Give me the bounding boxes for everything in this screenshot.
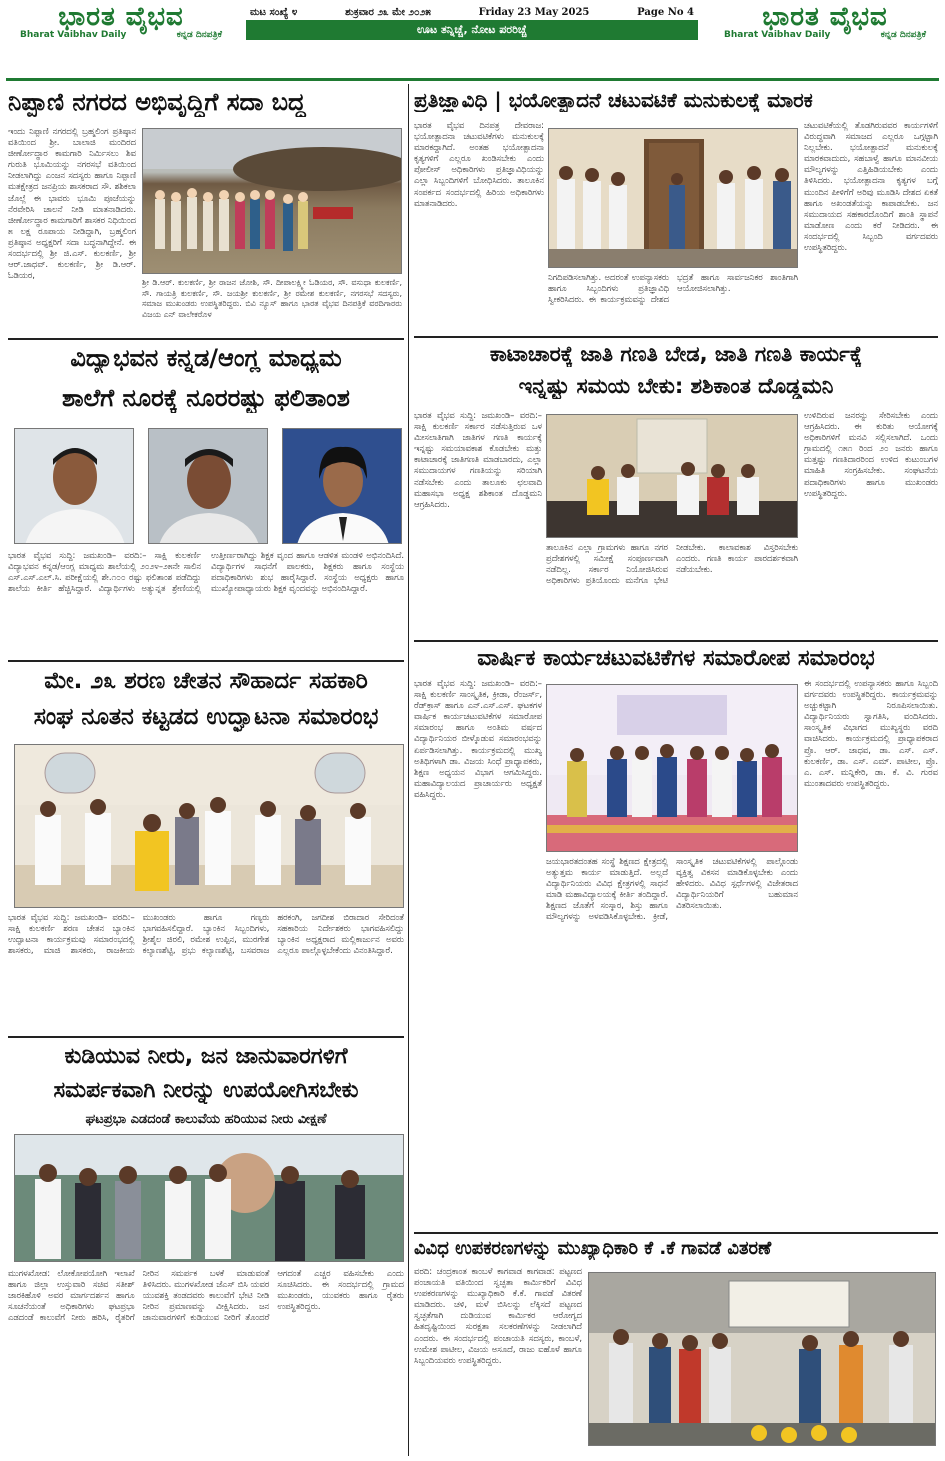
article-a7-body-mid: ಜಯಭಾರತದಂತಹ ಸಂಸ್ಥೆ ಶಿಕ್ಷಣದ ಕ್ಷೇತ್ರದಲ್ಲಿ ಅತ್ಯುತ್ತಮ ಕಾರ್ಯ ಮಾಡುತ್ತಿದೆ. ಅಲ್ಲದೆ ವಿದ್ಯಾರ್ಥಿನಿಯರು ವಿವಿಧ ಕ್ಷೇತ್ರಗಳಲ್ಲಿ ಸಾಧನೆ ಮಾಡಿ ಮಹಾವಿದ್ಯಾಲಯಕ್ಕೆ ಕೀರ್ತಿ ತಂದಿದ್ದಾರೆ. ಶಿಕ್ಷಣದ ಜೊತೆಗೆ ಸಂಸ್ಕಾರ, ಶಿಸ್ತು ಹಾಗೂ ಮೌಲ್ಯಗಳನ್ನು ಅಳವಡಿಸಿಕೊಳ್ಳಬೇಕು. ಕ್ರೀಡೆ, ಸಾಂಸ್ಕೃತಿಕ ಚಟುವಟಿಕೆಗಳಲ್ಲಿ ಪಾಲ್ಗೊಂಡು ವ್ಯಕ್ತಿತ್ವ ವಿಕಸನ ಮಾಡಿಕೊಳ್ಳಬೇಕು ಎಂದು ಹೇಳಿದರು. ವಿವಿಧ ಸ್ಪರ್ಧೆಗಳಲ್ಲಿ ವಿಜೇತರಾದ ವಿದ್ಯಾರ್ಥಿನಿಯರಿಗೆ ಬಹುಮಾನ ವಿತರಿಸಲಾಯಿತು. — [546, 856, 798, 922]
masthead-right — [710, 4, 940, 48]
headline-a2: ಪ್ರತಿಜ್ಞಾವಿಧಿ | ಭಯೋತ್ಪಾದನೆ ಚಟುವಟಿಕೆ ಮನುಕುಲಕ್ಕೆ ಮಾರಕ — [414, 88, 813, 112]
photo-valedictory-graphic — [547, 685, 798, 852]
photo-canal-inspection — [14, 1134, 404, 1262]
section-divider — [8, 1036, 404, 1038]
masthead-subtitle-en: Bharat Vaibhav Daily — [20, 30, 127, 40]
article-a4-body-mid: ತಾಲೂಕಿನ ಎಲ್ಲಾ ಗ್ರಾಮಗಳು ಹಾಗೂ ನಗರ ಪ್ರದೇಶಗಳಲ್ಲಿ ಸಮೀಕ್ಷೆ ಸಂಪೂರ್ಣವಾಗಿ ನಡೆದಿಲ್ಲ. ಸರ್ಕಾರ ನಿಯೋಜಿಸಿರುವ ಅಧಿಕಾರಿಗಳು ಪ್ರತಿಯೊಂದು ಮನೆಗೂ ಭೇಟಿ ನೀಡಬೇಕು. ಕಾಲಾವಕಾಶ ವಿಸ್ತರಿಸಬೇಕು ಎಂದರು. ಗಣತಿ ಕಾರ್ಯ ಪಾರದರ್ಶಕವಾಗಿ ನಡೆಯಬೇಕು. — [546, 542, 798, 586]
issue-number: ಮಟ ಸಂಖ್ಯೆ ೪ — [250, 6, 298, 18]
portrait-graphic — [149, 429, 268, 544]
masthead-title: ಭಾರತ ವೈಭವ — [762, 2, 888, 32]
photo-equipment-distribution — [588, 1272, 936, 1446]
photo-equipment-graphic — [589, 1273, 936, 1446]
column-divider — [408, 84, 409, 1456]
masthead-subtitle-kn: ಕನ್ನಡ ದಿನಪತ್ರಿಕೆ — [880, 30, 926, 40]
tagline: ಊಟ ತನ್ನಿಚ್ಚೆ, ನೋಟ ಪರರಿಚ್ಚೆ — [246, 20, 698, 40]
photo-valedictory — [546, 684, 798, 852]
photo-groundbreaking — [142, 128, 402, 274]
headline-a6-line2: ಸಮರ್ಪಕವಾಗಿ ನೀರನ್ನು ಉಪಯೋಗಿಸಬೇಕು — [53, 1078, 359, 1103]
headline-a1: ನಿಪ್ಪಾಣಿ ನಗರದ ಅಭಿವೃದ್ಧಿಗೆ ಸದಾ ಬದ್ಧ — [8, 88, 306, 116]
masthead-left — [6, 4, 236, 48]
article-a7-body-right: ಈ ಸಂದರ್ಭದಲ್ಲಿ ಉಪನ್ಯಾಸಕರು ಹಾಗೂ ಸಿಬ್ಬಂದಿ ವರ್ಗದವರು ಉಪಸ್ಥಿತರಿದ್ದರು. ಕಾರ್ಯಕ್ರಮವನ್ನು ಅಚ್ಚುಕಟ್ಟಾಗಿ ನಿರೂಪಿಸಲಾಯಿತು. ವಿದ್ಯಾರ್ಥಿನಿಯರು ಸ್ವಾಗತಿಸಿ, ವಂದಿಸಿದರು. ಸಾಂಸ್ಕೃತಿಕ ವಿಭಾಗದ ಮುಖ್ಯಸ್ಥರು ವರದಿ ವಾಚಿಸಿದರು. ಕಾರ್ಯಕ್ರಮದಲ್ಲಿ ಪ್ರಾಧ್ಯಾಪಕರಾದ ಪ್ರೊ. ಆರ್. ಜಾಧವ, ಡಾ. ಎಸ್. ಎಸ್. ಕುಲಕರ್ಣಿ, ಡಾ. ಎಸ್. ಎಮ್. ಪಾಟೀಲ, ಪ್ರೊ. ಎ. ಎಸ್. ಮನ್ನಿಕೇರಿ, ಡಾ. ಕೆ. ವಿ. ಗುರವ ಮುಂತಾದವರು ಉಪಸ್ಥಿತರಿದ್ದರು. — [804, 678, 938, 788]
headline-a5-line2: ಸಂಘ ನೂತನ ಕಟ್ಟಡದ ಉದ್ಘಾಟನಾ ಸಮಾರಂಭ — [33, 704, 379, 730]
photo-groundbreaking-graphic — [143, 129, 402, 274]
headline-a7: ವಾರ್ಷಿಕ ಕಾರ್ಯಚಟುವಟಿಕೆಗಳ ಸಮಾರೋಪ ಸಮಾರಂಭ — [477, 646, 875, 671]
masthead-subtitle-kn: ಕನ್ನಡ ದಿನಪತ್ರಿಕೆ — [176, 30, 222, 40]
subhead-a6: ಘಟಪ್ರಭಾ ಎಡದಂಡೆ ಕಾಲುವೆಯ ಹರಿಯುವ ನೀರು ವೀಕ್ಷಣೆ — [85, 1112, 327, 1127]
photo-press-meet — [546, 414, 798, 538]
photo-canal-inspection-graphic — [15, 1135, 404, 1262]
photo-bank-meeting-graphic — [15, 745, 404, 908]
article-a3-body: ಭಾರತ ವೈಭವ ಸುದ್ದಿ: ಜಮಖಂಡಿ– ವರದಿ:– ಸಾಕ್ಷಿ ಕುಲಕರ್ಣಿ ವಿದ್ಯಾಭವನ ಕನ್ನಡ/ಆಂಗ್ಲ ಮಾಧ್ಯಮ ಶಾಲೆಯಲ್ಲಿ ೨೦೨೪–೨೫ನೇ ಸಾಲಿನ ಎಸ್.ಎಸ್.ಎಲ್.ಸಿ. ಪರೀಕ್ಷೆಯಲ್ಲಿ ಶೇ.೧೦೦ ರಷ್ಟು ಫಲಿತಾಂಶ ಪಡೆದಿದ್ದು ಶಾಲೆಯ ಕೀರ್ತಿ ಹೆಚ್ಚಿಸಿದ್ದಾರೆ. ವಿದ್ಯಾರ್ಥಿಗಳು ಅತ್ಯುನ್ನತ ಶ್ರೇಣಿಯಲ್ಲಿ ಉತ್ತೀರ್ಣರಾಗಿದ್ದು ಶಿಕ್ಷಕ ವೃಂದ ಹಾಗೂ ಆಡಳಿತ ಮಂಡಳಿ ಅಭಿನಂದಿಸಿದೆ. ವಿದ್ಯಾರ್ಥಿಗಳ ಸಾಧನೆಗೆ ಪಾಲಕರು, ಶಿಕ್ಷಕರು ಹಾಗೂ ಸಂಸ್ಥೆಯ ಪದಾಧಿಕಾರಿಗಳು ಶುಭ ಹಾರೈಸಿದ್ದಾರೆ. ಸಂಸ್ಥೆಯ ಅಧ್ಯಕ್ಷರು ಹಾಗೂ ಮುಖ್ಯೋಪಾಧ್ಯಾಯರು ಶಿಕ್ಷಕ ವೃಂದವನ್ನು ಅಭಿನಂದಿಸಿದ್ದಾರೆ. — [8, 550, 404, 594]
headline-a8: ವಿವಿಧ ಉಪಕರಣಗಳನ್ನು ಮುಖ್ಯಾಧಿಕಾರಿ ಕೆ .ಕೆ ಗಾವಡೆ ವಿತರಣೆ — [414, 1238, 772, 1259]
article-a7-body-left: ಭಾರತ ವೈಭವ ಸುದ್ದಿ: ಜಮಖಂಡಿ– ವರದಿ:– ಸಾಕ್ಷಿ ಕುಲಕರ್ಣಿ ಸಾಂಸ್ಕೃತಿಕ, ಕ್ರೀಡಾ, ರೆಂಜರ್ಸ್, ರೆಡ್‌ಕ್ರಾಸ್ ಹಾಗೂ ಎನ್.ಎಸ್.ಎಸ್. ಘಟಕಗಳ ವಾರ್ಷಿಕ ಕಾರ್ಯಚಟುವಟಿಕೆಗಳ ಸಮಾರೋಪ ಸಮಾರಂಭ ಹಾಗೂ ಅಂತಿಮ ವರ್ಷದ ವಿದ್ಯಾರ್ಥಿನಿಯರ ಬೀಳ್ಕೊಡುವ ಸಮಾರಂಭವನ್ನು ಏರ್ಪಡಿಸಲಾಗಿತ್ತು. ಕಾರ್ಯಕ್ರಮದಲ್ಲಿ ಮುಖ್ಯ ಅತಿಥಿಗಳಾಗಿ ಡಾ. ವಿಜಯ ಸಿಂಧೆ ಪ್ರಾಧ್ಯಾಪಕರು, ಶಿಕ್ಷಣ ಅಧ್ಯಯನ ವಿಭಾಗ ಆಗಮಿಸಿದ್ದರು. ಮಹಾವಿದ್ಯಾಲಯದ ಪ್ರಾಚಾರ್ಯರು ಅಧ್ಯಕ್ಷತೆ ವಹಿಸಿದ್ದರು. — [414, 678, 542, 799]
headline-a4-line2: ಇನ್ನಷ್ಟು ಸಮಯ ಬೇಕು: ಶಶಿಕಾಂತ ದೊಡ್ಡಮನಿ — [518, 374, 834, 398]
section-divider — [414, 640, 938, 642]
issue-date-kn: ಶುಕ್ರವಾರ ೨೩ ಮೇ ೨೦೨೫ — [345, 6, 431, 18]
section-divider — [8, 338, 404, 340]
headline-a3-line1: ವಿದ್ಯಾಭವನ ಕನ್ನಡ/ಆಂಗ್ಲ ಮಾಧ್ಯಮ — [70, 344, 342, 372]
headline-a4-line1: ಕಾಟಾಚಾರಕ್ಕೆ ಜಾತಿ ಗಣತಿ ಬೇಡ, ಜಾತಿ ಗಣತಿ ಕಾರ್ಯಕ್ಕೆ — [489, 342, 863, 366]
section-divider — [414, 1232, 938, 1234]
photo-oath-graphic — [549, 129, 798, 268]
article-a2-body-right: ಚಟುವಟಿಕೆಯಲ್ಲಿ ತೊಡಗಿರುವವರ ಕಾರ್ಯಗಳಿಗೆ ವಿರುದ್ಧವಾಗಿ ಸಮಾಜದ ಎಲ್ಲರೂ ಒಗ್ಗಟ್ಟಾಗಿ ನಿಲ್ಲಬೇಕು. ಭಯೋತ್ಪಾದನೆ ಮನುಕುಲಕ್ಕೆ ಮಾರಕವಾದುದು, ಸಹಬಾಳ್ವೆ ಹಾಗೂ ಮಾನವೀಯ ಮೌಲ್ಯಗಳನ್ನು ಎತ್ತಿಹಿಡಿಯಬೇಕು ಎಂದು ತಿಳಿಸಿದರು. ಭಯೋತ್ಪಾದನಾ ಕೃತ್ಯಗಳ ಬಗ್ಗೆ ಮುಂದಿನ ಪೀಳಿಗೆಗೆ ಅರಿವು ಮೂಡಿಸಿ ದೇಶದ ಏಕತೆ ಹಾಗೂ ಅಖಂಡತೆಯನ್ನು ಕಾಪಾಡಬೇಕು. ಜನ ಸಮುದಾಯದ ಸಹಕಾರದೊಂದಿಗೆ ಶಾಂತಿ ಸ್ಥಾಪನೆ ಮಾಡೋಣ ಎಂದು ಕರೆ ನೀಡಿದರು. ಈ ಸಂದರ್ಭದಲ್ಲಿ ಸಿಬ್ಬಂದಿ ವರ್ಗದವರು ಉಪಸ್ಥಿತರಿದ್ದರು. — [804, 120, 938, 253]
issue-date-en: Friday 23 May 2025 — [478, 6, 590, 18]
caption-a1: ಶ್ರೀ ಡಿ.ಆರ್. ಕುಲಕರ್ಣಿ, ಶ್ರೀ ರಾಜನ ಜೋಶಿ, ಸೌ. ದೀಪಾಲಕ್ಷ್ಮೀ ಓಡಿಯರ, ಸೌ. ವಸುಧಾ ಕುಲಕರ್ಣಿ, ಸೌ. ಗಾಯತ್ರಿ ಕುಲಕರ್ಣಿ, ಸೌ. ಜಯಶ್ರೀ ಕುಲಕರ್ಣಿ, ಶ್ರೀ ರಮೇಶ ಕುಲಕರ್ಣಿ, ನಗರಸಭೆ ಸದಸ್ಯರು, ಸಮಾಜ ಮುಖಂಡರು ಉಪಸ್ಥಿತರಿದ್ದರು. ಬಿವಿ ನ್ಯೂಸ್ ಹಾಗೂ ಭಾರತ ವೈಭವ ದಿನಪತ್ರಿಕೆ ವರದಿಗಾರರು ವಿಜಯ ಎನ್ ವಾಲೇಕರೊಳ — [142, 278, 402, 319]
article-a2-body-left: ಭಾರತ ವೈಭವ ದಿನಪತ್ರ ದೇವರಾಜ: ಭಯೋತ್ಪಾದನಾ ಚಟುವಟಿಕೆಗಳು ಮನುಕುಲಕ್ಕೆ ಮಾರಕದ್ದಾಗಿದೆ. ಅಂತಹ ಭಯೋತ್ಪಾದನಾ ಕೃತ್ಯಗಳಿಗೆ ಎಲ್ಲರೂ ಖಂಡಿಸಬೇಕು ಎಂದು ಪೋಲೀಸ್ ಅಧಿಕಾರಿಗಳು ಪ್ರತಿಜ್ಞಾವಿಧಿಯನ್ನು ಎಲ್ಲಾ ಸಿಬ್ಬಂದಿಗಳಿಗೆ ಬೋಧಿಸಿದರು. ತಾಲೂಕಿನ ಸಂಪರ್ಕದ ಸಂದರ್ಭದಲ್ಲಿ ಹಿರಿಯ ಅಧಿಕಾರಿಗಳು ಮಾತನಾಡಿದರು. — [414, 120, 544, 208]
headline-a6-line1: ಕುಡಿಯುವ ನೀರು, ಜನ ಜಾನುವಾರಗಳಿಗೆ — [64, 1044, 348, 1069]
photo-bank-meeting — [14, 744, 404, 908]
photo-student-3 — [282, 428, 402, 544]
article-a4-body-left: ಭಾರತ ವೈಭವ ಸುದ್ದಿ: ಜಮಖಂಡಿ– ವರದಿ:– ಸಾಕ್ಷಿ ಕುಲಕರ್ಣಿ ಸರ್ಕಾರ ನಡೆಸುತ್ತಿರುವ ಒಳ ಮೀಸಲಾತಿಗಾಗಿ ಜಾತಿಗಳ ಗಣತಿ ಕಾರ್ಯಕ್ಕೆ ಇನ್ನಷ್ಟು ಸಮಯಾವಕಾಶ ಕೊಡಬೇಕು ಮತ್ತು ಕಾಟಾಚಾರಕ್ಕೆ ಜಾತಿಗಣತಿ ಮಾಡಬಾರದು, ಎಲ್ಲಾ ಸಮುದಾಯಗಳ ಗಣತಿಯನ್ನು ಸರಿಯಾಗಿ ನಡೆಸಬೇಕು ಎಂದು ತಾಲೂಕು ಛಲವಾದಿ ಮಹಾಸಭಾ ಅಧ್ಯಕ್ಷ ಶಶಿಕಾಂತ ದೊಡ್ಡಮನಿ ಆಗ್ರಹಿಸಿದರು. — [414, 410, 542, 509]
article-a2-body-mid: ನಿಗದಿಪಡಿಸಲಾಗಿತ್ತು. ಅದರಂತೆ ಉಪನ್ಯಾಸಕರು ಹಾಗೂ ಸಿಬ್ಬಂದಿಗಳು ಪ್ರತಿಜ್ಞಾವಿಧಿ ಸ್ವೀಕರಿಸಿದರು. ಈ ಕಾರ್ಯಕ್ರಮವನ್ನು ದೇಶದ ಭದ್ರತೆ ಹಾಗೂ ಸಾರ್ವಜನಿಕರ ಶಾಂತಿಗಾಗಿ ಆಯೋಜಿಸಲಾಗಿತ್ತು. — [548, 272, 798, 305]
portrait-graphic — [15, 429, 134, 544]
photo-student-1 — [14, 428, 134, 544]
section-divider — [8, 660, 404, 662]
issue-bar — [246, 4, 698, 42]
article-a1-body: ಇಂದು ನಿಪ್ಪಾಣಿ ನಗರದಲ್ಲಿ ಬ್ರಹ್ಮಲಿಂಗ ಪ್ರತಿಷ್ಠಾನ ವತಿಯಿಂದ ಶ್ರೀ. ಬಾಲಾಜಿ ಮಂದಿರದ ಜೀರ್ಣೋದ್ಧಾರ ಕಾಮಗಾರಿ ನಿರ್ಮಿಸಲು ಶಿವ ಗುರುತಿ ಭೂಮಿಯನ್ನು ನಗರಸಭೆ ವತಿಯಿಂದ ನೀಡಲಾಗಿದ್ದು ಎಂಜನ ಸದಸ್ಯರು ಹಾಗೂ ನಿಪ್ಪಾಣಿ ಮತಕ್ಷೇತ್ರದ ಜನಪ್ರಿಯ ಶಾಸಕರಾದ ಸೌ. ಶಶಿಕಲಾ ಜೊಲ್ಲೆ ಈ ಭಾವರು ಭೂಮಿ ಪೂಜೆಯನ್ನು ನೆರವೇರಿಸಿ ಚಾಲನೆ ನೀಡಿ ಮಾತನಾಡಿದರು. ಜೀರ್ಣೋದ್ಧಾರ ಕಾಮಗಾರಿಗೆ ಶಾಸಕರ ನಿಧಿಯಿಂದ ೫ ಲಕ್ಷ ರೂಪಾಯ ನೀಡಿದ್ದಾಗಿ, ಬ್ರಹ್ಮಲಿಂಗ ಪ್ರತಿಷ್ಠಾನ ಅಧ್ಯಕ್ಷರಿಗೆ ಸದಾ ಬದ್ಧನಾಗಿದ್ದೇನೆ. ಈ ಸಂದರ್ಭದಲ್ಲಿ ಶ್ರೀ ಜಿ.ಎಸ್. ಕುಲಕರ್ಣಿ, ಶ್ರೀ ಆರ್.ಜಾಧವ್. ಕುಲಕರ್ಣಿ, ಶ್ರೀ ಡಿ.ಆರ್. ಓಡಿಯರ, — [8, 126, 136, 281]
section-divider — [414, 336, 938, 338]
portrait-graphic — [283, 429, 402, 544]
article-a4-body-right: ಉಳಿದಿರುವ ಜನರನ್ನು ಸೇರಿಸಬೇಕು ಎಂದು ಆಗ್ರಹಿಸಿದರು. ಈ ಕುರಿತು ಆಯೋಗಕ್ಕೆ ಅಧಿಕಾರಿಗಳಿಗೆ ಮನವಿ ಸಲ್ಲಿಸಲಾಗಿದೆ. ಒಂದು ಗ್ರಾಮದಲ್ಲಿ ೧೫೧ ರಿಂದ ೨೦ ಜನರು ಹಾಗೂ ಮತ್ತಷ್ಟು ಗಣತಿದಾರರಿಂದ ಉಳಿದ ಕುಟುಂಬಗಳ ಮಾಹಿತಿ ಸಂಗ್ರಹಿಸಬೇಕು. ಸಂಘಟನೆಯ ಪದಾಧಿಕಾರಿಗಳು ಹಾಗೂ ಮುಖಂಡರು ಉಪಸ್ಥಿತರಿದ್ದರು. — [804, 410, 938, 498]
photo-oath-ceremony — [548, 128, 798, 268]
masthead-title: ಭಾರತ ವೈಭವ — [58, 2, 184, 32]
headline-a5-line1: ಮೇ. ೨೩ ಶರಣ ಚೇತನ ಸೌಹಾರ್ದ ಸಹಕಾರಿ — [44, 668, 368, 694]
photo-press-meet-graphic — [547, 415, 798, 538]
article-a5-body: ಭಾರತ ವೈಭವ ಸುದ್ದಿ: ಜಮಖಂಡಿ– ವರದಿ:– ಸಾಕ್ಷಿ ಕುಲಕರ್ಣಿ ಶರಣ ಚೇತನ ಬ್ಯಾಂಕಿನ ಉದ್ಘಾಟನಾ ಕಾರ್ಯಕ್ರಮವು ಸಮಾರಂಭದಲ್ಲಿ ಶಾಸಕರು, ಮಾಜಿ ಶಾಸಕರು, ರಾಜಕೀಯ ಮುಖಂಡರು ಹಾಗೂ ಗಣ್ಯರು ಭಾಗವಹಿಸಲಿದ್ದಾರೆ. ಬ್ಯಾಂಕಿನ ಸಿಬ್ಬಂದಿಗಳು, ಶ್ರೀಶೈಲ ಜಿರಲಿ, ರಮೇಶ ಉಪ್ಪಿನ, ಮುರಗೇಶ ಕಲ್ಯಾಣಶೆಟ್ಟಿ, ಪ್ರಭು ಕಲ್ಯಾಣಶೆಟ್ಟಿ, ಬಸವರಾಜ ಹರಕಂಗಿ, ಜಗದೀಶ ಬಿರಾದಾರ ಸೇರಿದಂತೆ ಸಹಕಾರಿಯ ನಿರ್ದೇಶಕರು ಭಾಗವಹಿಸಲಿದ್ದು ಬ್ಯಾಂಕಿನ ಅಧ್ಯಕ್ಷರಾದ ಮಲ್ಲಿಕಾರ್ಜುನ ಅವರು ಎಲ್ಲರೂ ಪಾಲ್ಗೊಳ್ಳಬೇಕೆಂದು ವಿನಂತಿಸಿದ್ದಾರೆ. — [8, 912, 404, 956]
masthead-subtitle-en: Bharat Vaibhav Daily — [724, 30, 831, 40]
article-a6-body: ಮುಗಳಖೋಡ: ಲೋಕೋಪಯೋಗಿ ಇಲಾಖೆ ಹಾಗೂ ಜಿಲ್ಲಾ ಉಸ್ತುವಾರಿ ಸಚಿವ ಸತೀಶ್ ಜಾರಕಿಹೊಳಿ ಅವರ ಮಾರ್ಗದರ್ಶನ ಹಾಗೂ ಸೂಚನೆಯಂತೆ ಅಧಿಕಾರಿಗಳು ಘಟಪ್ರಭಾ ಎಡದಂಡೆ ಕಾಲುವೆಗೆ ನೀರು ಹರಿಸಿ, ರೈತರಿಗೆ ನೀರಿನ ಸಮರ್ಪಕ ಬಳಕೆ ಮಾಡುವಂತೆ ತಿಳಿಸಿದರು. ಮುಗಳಖೋಡ ಜೆಎಸ್ ಬಿಸಿ ಯವರ ಯುವಶಕ್ತಿ ತಂಡದವರು ಕಾಲುವೆಗೆ ಭೇಟಿ ನೀಡಿ ನೀರಿನ ಪ್ರಮಾಣವನ್ನು ವೀಕ್ಷಿಸಿದರು. ಜನ ಜಾನುವಾರಗಳಿಗೆ ಕುಡಿಯುವ ನೀರಿಗೆ ತೊಂದರೆ ಆಗದಂತೆ ಎಚ್ಚರ ವಹಿಸಬೇಕು ಎಂದು ಸೂಚಿಸಿದರು. ಈ ಸಂದರ್ಭದಲ್ಲಿ ಗ್ರಾಮದ ಮುಖಂಡರು, ಯುವಕರು ಹಾಗೂ ರೈತರು ಉಪಸ್ಥಿತರಿದ್ದರು. — [8, 1268, 404, 1323]
headline-a3-line2: ಶಾಲೆಗೆ ನೂರಕ್ಕೆ ನೂರರಷ್ಟು ಫಲಿತಾಂಶ — [62, 384, 350, 412]
masthead-divider — [6, 78, 939, 81]
page-number: Page No 4 — [637, 6, 694, 18]
article-a8-body: ವರದಿ: ಚಂದ್ರಕಾಂತ ಕಾಂಬಳೆ ಕಾಗವಾಡ ಕಾಗವಾಡ: ಪಟ್ಟಣದ ಪಂಚಾಯತಿ ವತಿಯಿಂದ ಸ್ವಚ್ಛತಾ ಕಾರ್ಮಿಕರಿಗೆ ವಿವಿಧ ಉಪಕರಣಗಳನ್ನು ಮುಖ್ಯಾಧಿಕಾರಿ ಕೆ.ಕೆ. ಗಾವಡೆ ವಿತರಣೆ ಮಾಡಿದರು. ಚಳಿ, ಮಳೆ ಬಿಸಿಲನ್ನು ಲೆಕ್ಕಿಸದೆ ಪಟ್ಟಣದ ಸ್ವಚ್ಛತೆಗಾಗಿ ದುಡಿಯುವ ಕಾರ್ಮಿಕರ ಆರೋಗ್ಯದ ಹಿತದೃಷ್ಟಿಯಿಂದ ಸುರಕ್ಷತಾ ಸಲಕರಣೆಗಳನ್ನು ನೀಡಲಾಗಿದೆ ಎಂದರು. ಈ ಸಂದರ್ಭದಲ್ಲಿ ಪಂಚಾಯತಿ ಸದಸ್ಯರು, ಕಾಂಬಳೆ, ಉಮೇಶ ಪಾಟೀಲ, ವಿಜಯ ಅಸೂದೆ, ರಾಜು ಐಹೊಳೆ ಹಾಗೂ ಸಿಬ್ಬಂದಿಯವರು ಉಪಸ್ಥಿತರಿದ್ದರು. — [414, 1266, 582, 1365]
photo-student-2 — [148, 428, 268, 544]
